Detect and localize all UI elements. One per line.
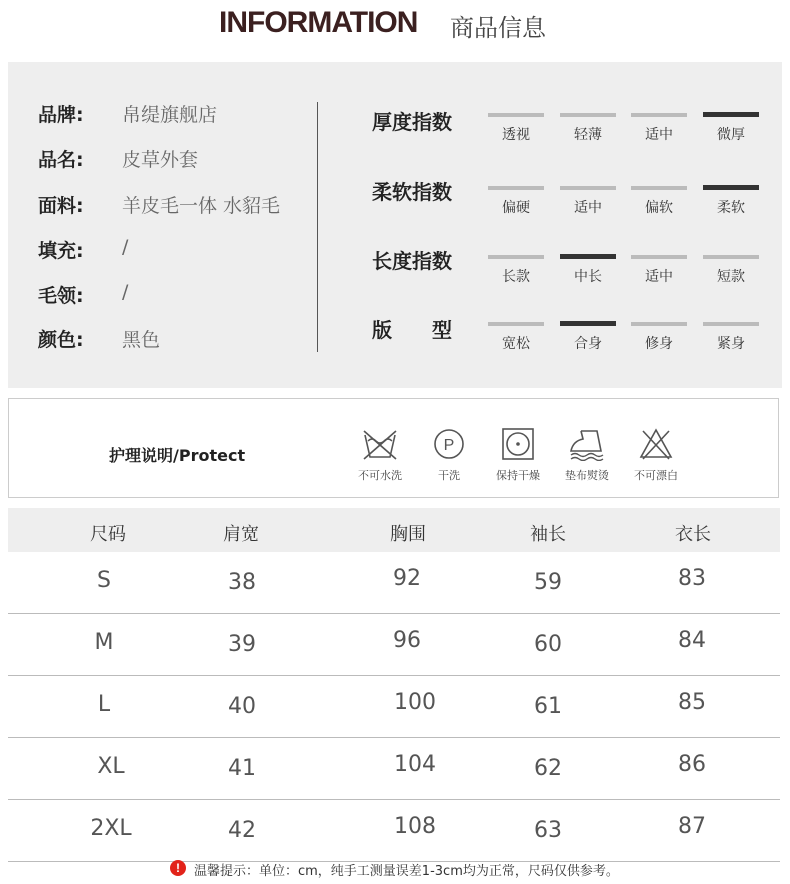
table-row — [8, 552, 780, 614]
index-option-label: 偏硬 — [502, 200, 530, 216]
table-cell: 59 — [534, 570, 562, 595]
index-label: 长度指数 — [372, 249, 452, 273]
table-cell: 86 — [678, 752, 706, 777]
table-header-cell: 胸围 — [390, 524, 426, 545]
index-option-label: 轻薄 — [574, 127, 602, 143]
no-bleach-icon — [638, 427, 674, 461]
footer-text: 温馨提示：单位：cm，纯手工测量误差1-3cm均为正常，尺码仅供参考。 — [194, 864, 619, 879]
dry-clean-icon — [431, 427, 467, 461]
care-label: 干洗 — [438, 469, 460, 482]
iron-with-cloth-icon — [569, 427, 605, 461]
index-option-label: 适中 — [645, 269, 673, 285]
index-option-label: 柔软 — [717, 200, 745, 216]
index-bar — [631, 186, 687, 190]
table-cell: 42 — [228, 818, 256, 843]
table-cell: 104 — [394, 752, 436, 777]
index-label: 厚度指数 — [372, 110, 452, 134]
table-row — [8, 676, 780, 738]
index-bar — [560, 321, 616, 326]
table-header-cell: 尺码 — [90, 524, 126, 545]
index-option-label: 短款 — [717, 269, 745, 285]
tumble-dry-icon — [500, 427, 536, 461]
attribute-value: 皮草外套 — [122, 149, 199, 171]
table-row — [8, 614, 780, 676]
attribute-value: / — [122, 236, 129, 258]
header-title-cn: 商品信息 — [450, 14, 546, 42]
care-title: 护理说明/Protect — [109, 446, 246, 465]
table-cell: L — [97, 692, 111, 717]
index-bar — [631, 255, 687, 259]
table-cell: 84 — [678, 628, 706, 653]
table-cell: 83 — [678, 566, 706, 591]
product-info-panel — [8, 62, 782, 388]
table-cell: S — [97, 568, 111, 593]
table-cell: 85 — [678, 690, 706, 715]
index-bar — [703, 322, 759, 326]
index-row-softness — [372, 176, 772, 216]
index-row-thickness — [372, 106, 772, 146]
index-option-label: 适中 — [645, 127, 673, 143]
table-cell: 108 — [394, 814, 436, 839]
care-item-dry-clean — [414, 399, 484, 499]
index-option-label: 适中 — [574, 200, 602, 216]
table-cell: 96 — [393, 628, 421, 653]
index-option-label: 偏软 — [645, 200, 673, 216]
warning-icon: ! — [170, 860, 186, 876]
attribute-value: 羊皮毛一体 水貂毛 — [122, 195, 281, 217]
care-label: 不可漂白 — [634, 469, 678, 482]
index-bar — [560, 113, 616, 117]
attribute-value: 黑色 — [122, 329, 161, 351]
table-cell: 87 — [678, 814, 706, 839]
table-cell: 100 — [394, 690, 436, 715]
index-bar — [631, 113, 687, 117]
index-option-label: 长款 — [502, 269, 530, 285]
index-bar — [488, 113, 544, 117]
table-cell: M — [94, 630, 114, 655]
index-option-label: 修身 — [645, 336, 673, 352]
index-row-length — [372, 245, 772, 285]
attribute-value: / — [122, 281, 129, 303]
index-option-label: 紧身 — [717, 336, 745, 352]
table-header-cell: 衣长 — [675, 524, 711, 545]
table-cell: 40 — [228, 694, 256, 719]
index-option-label: 微厚 — [717, 127, 745, 143]
care-label: 垫布熨烫 — [565, 469, 609, 482]
care-label: 保持干燥 — [496, 469, 540, 482]
svg-text:P: P — [443, 437, 455, 454]
index-label: 柔软指数 — [372, 180, 452, 204]
panel-divider — [317, 102, 318, 352]
table-cell: 2XL — [90, 816, 132, 841]
index-bar — [560, 186, 616, 190]
index-option-label: 中长 — [574, 269, 602, 285]
attribute-key: 填充: — [38, 240, 84, 262]
table-cell: XL — [97, 754, 125, 779]
index-bar — [703, 255, 759, 259]
index-bar — [703, 185, 759, 190]
index-row-fit — [372, 314, 772, 354]
attribute-key: 品牌: — [38, 104, 84, 126]
table-cell: 41 — [228, 756, 256, 781]
index-bar — [488, 186, 544, 190]
table-cell: 38 — [228, 570, 256, 595]
index-bar — [631, 322, 687, 326]
index-bar — [703, 112, 759, 117]
table-cell: 61 — [534, 694, 562, 719]
table-header-cell: 袖长 — [530, 524, 566, 545]
care-item-no-wash — [345, 399, 415, 499]
care-item-tumble-dry — [483, 399, 553, 499]
header-title-en: INFORMATION — [219, 6, 418, 39]
attribute-key: 品名: — [38, 149, 84, 171]
table-cell: 63 — [534, 818, 562, 843]
table-cell: 60 — [534, 632, 562, 657]
size-table-header — [8, 508, 780, 552]
care-instructions-panel — [8, 398, 779, 498]
attribute-value: 帛缇旗舰店 — [122, 104, 218, 126]
index-bar — [488, 322, 544, 326]
page-header — [0, 0, 790, 52]
attribute-key: 毛领: — [38, 285, 84, 307]
no-wash-icon — [362, 427, 398, 461]
care-item-iron-with-cloth — [552, 399, 622, 499]
attribute-key: 颜色: — [38, 329, 84, 351]
table-cell: 92 — [393, 566, 421, 591]
index-label: 版 型 — [372, 318, 452, 342]
table-row — [8, 800, 780, 862]
index-option-label: 宽松 — [502, 336, 530, 352]
care-label: 不可水洗 — [358, 469, 402, 482]
care-item-no-bleach — [621, 399, 691, 499]
table-row — [8, 738, 780, 800]
table-cell: 62 — [534, 756, 562, 781]
table-header-cell: 肩宽 — [223, 524, 259, 545]
index-option-label: 透视 — [502, 127, 530, 143]
attribute-key: 面料: — [38, 195, 84, 217]
index-bar — [488, 255, 544, 259]
index-bar — [560, 254, 616, 259]
table-cell: 39 — [228, 632, 256, 657]
index-option-label: 合身 — [574, 336, 602, 352]
